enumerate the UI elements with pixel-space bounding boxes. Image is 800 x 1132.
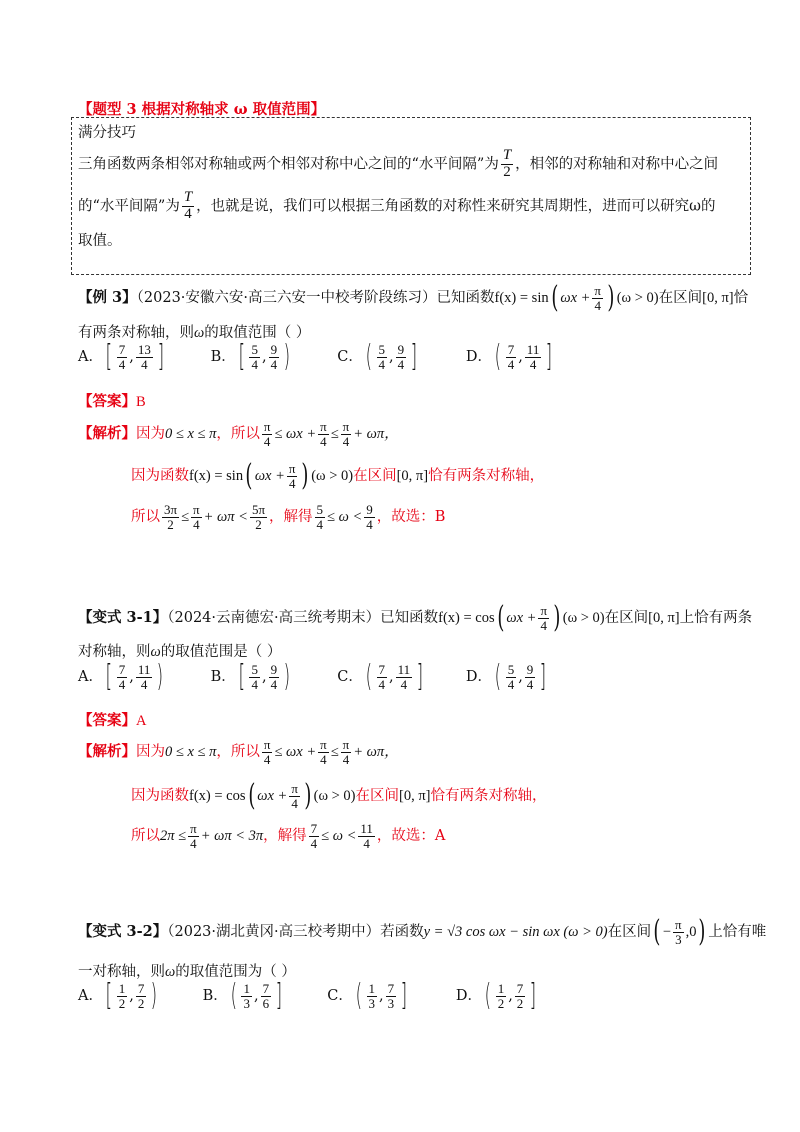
tips-line-2-text-a: 的“水平间隔”为 bbox=[78, 198, 180, 215]
option-b[interactable]: B．[ $\frac{5}{4}$ , $\frac{9}{4}$ ) bbox=[210, 659, 291, 694]
example3-analysis-1: 【解析】因为0 ≤ x ≤ π，所以 $\frac{\pi}{4}$ ≤ ωx + $\frac{\pi}{4}$ ≤ $\frac{\pi}{4}$ + ωπ， bbox=[78, 419, 399, 449]
option-c[interactable]: C．( $\frac{5}{4}$ , $\frac{9}{4}$ ] bbox=[337, 339, 418, 374]
frac-t-over-4: $\frac{T}{4}$ bbox=[183, 189, 193, 222]
option-b[interactable]: B．( $\frac{1}{3}$ , $\frac{7}{6}$ ] bbox=[202, 978, 283, 1013]
option-a[interactable]: A．[ $\frac{7}{4}$ , $\frac{13}{4}$ ] bbox=[78, 339, 164, 374]
tips-line-1-text-a: 三角函数两条相邻对称轴或两个相邻对称中心之间的“水平间隔”为 bbox=[78, 156, 499, 173]
variant31-analysis-2: 因为函数f(x) = cos( ωx + $\frac{\pi}{4}$ ) (ω > 0)在区间[0, π]恰有两条对称轴， bbox=[131, 778, 547, 813]
option-d[interactable]: D．( $\frac{5}{4}$ , $\frac{9}{4}$ ] bbox=[465, 659, 547, 694]
variant32-stem-line-1: 【变式 3-2】（2023·湖北黄冈·高三校考期中）若函数y = √3 cos ωx − sin ωx (ω > 0)在区间( − $\frac{\pi}{3}$ ,0) 上恰有唯 bbox=[78, 914, 767, 949]
variant31-analysis-3: 所以2π ≤ $\frac{\pi}{4}$ + ωπ < 3π，解得 $\frac{7}{4}$ ≤ ω < $\frac{11}{4}$ ，故选：A bbox=[131, 821, 446, 851]
example3-analysis-2: 因为函数f(x) = sin( ωx + $\frac{\pi}{4}$ ) (ω > 0)在区间[0, π]恰有两条对称轴， bbox=[131, 458, 545, 493]
option-b[interactable]: B．[ $\frac{5}{4}$ , $\frac{9}{4}$ ) bbox=[210, 339, 291, 374]
example3-interval: [0, π] bbox=[702, 290, 734, 306]
example3-stem-line-1: 【例 3】（2023·安徽六安·高三六安一中校考阶段练习）已知函数f(x) = sin( ωx + $\frac{\pi}{4}$ ) (ω > 0)在区间[0, π]恰 bbox=[78, 280, 749, 315]
variant31-analysis-1: 【解析】因为0 ≤ x ≤ π，所以 $\frac{\pi}{4}$ ≤ ωx + $\frac{\pi}{4}$ ≤ $\frac{\pi}{4}$ + ωπ， bbox=[78, 737, 399, 767]
tips-line-2 bbox=[78, 190, 716, 223]
option-d[interactable]: D．( $\frac{7}{4}$ , $\frac{11}{4}$ ] bbox=[465, 339, 553, 374]
tips-title: 满分技巧 bbox=[78, 125, 136, 141]
example3-options bbox=[78, 339, 555, 374]
option-c[interactable]: C．( $\frac{1}{3}$ , $\frac{7}{3}$ ] bbox=[327, 978, 408, 1013]
example3-source: （2023·安徽六安·高三六安一中校考阶段练习）已知函数 bbox=[136, 290, 495, 306]
variant32-tag: 【变式 3-2】 bbox=[78, 923, 168, 940]
example3-func: f(x) = sin bbox=[494, 290, 549, 306]
type3-heading: 【题型 3 根据对称轴求 ω 取值范围】 bbox=[78, 101, 326, 118]
variant32-stem-line-2: 一对称轴，则ω的取值范围为（ ） bbox=[78, 964, 296, 980]
option-a[interactable]: A．[ $\frac{1}{2}$ , $\frac{7}{2}$ ) bbox=[78, 978, 158, 1013]
tips-line-1-text-b: ，相邻的对称轴和对称中心之间 bbox=[515, 156, 719, 173]
tips-line-1 bbox=[78, 148, 718, 181]
option-a[interactable]: A．[ $\frac{7}{4}$ , $\frac{11}{4}$ ) bbox=[78, 659, 164, 694]
option-c[interactable]: C．( $\frac{7}{4}$ , $\frac{11}{4}$ ] bbox=[337, 659, 424, 694]
variant31-tag: 【变式 3-1】 bbox=[78, 609, 168, 626]
option-d[interactable]: D．( $\frac{1}{2}$ , $\frac{7}{2}$ ] bbox=[455, 978, 537, 1013]
tips-line-3: 取值。 bbox=[78, 233, 122, 249]
example3-tag: 【例 3】 bbox=[78, 289, 137, 306]
variant31-options bbox=[78, 659, 549, 694]
variant31-answer: 【答案】A bbox=[78, 712, 147, 729]
tips-line-2-text-b: ，也就是说，我们可以根据三角函数的对称性来研究其周期性，进而可以研究ω的 bbox=[196, 198, 716, 215]
example3-analysis-3: 所以 $\frac{3\pi}{2}$ ≤ $\frac{\pi}{4}$ + ωπ < $\frac{5\pi}{2}$ ，解得 $\frac{5}{4}$ ≤ ω < $\frac{9}{4}$ ，故选：B bbox=[131, 502, 446, 532]
variant31-stem-line-1: 【变式 3-1】（2024·云南德宏·高三统考期末）已知函数f(x) = cos( ωx + $\frac{\pi}{4}$ ) (ω > 0)在区间[0, π]上恰有两条 bbox=[78, 600, 753, 635]
variant31-stem-line-2: 对称轴，则ω的取值范围是（ ） bbox=[78, 644, 282, 660]
example3-answer: 【答案】B bbox=[78, 393, 146, 410]
example3-stem-line-2: 有两条对称轴，则ω的取值范围（ ） bbox=[78, 325, 311, 341]
frac-t-over-2: $\frac{T}{2}$ bbox=[502, 147, 512, 180]
variant32-options bbox=[78, 978, 539, 1013]
